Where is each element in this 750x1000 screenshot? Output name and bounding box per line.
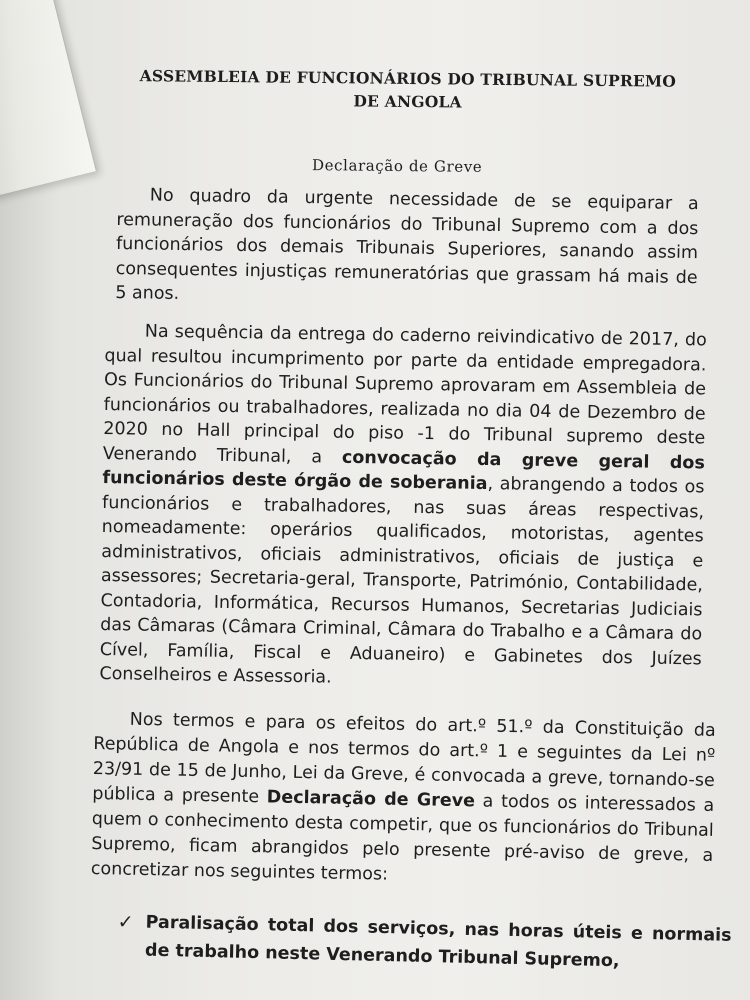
bullet-item-text: Paralisação total dos serviços, nas horas úteis e normais de trabalho neste Venerando Tribunal Supremo, [144,912,732,972]
declaration-heading: Declaração de Greve [311,156,483,176]
paragraph-3-bold-text: Declaração de Greve [266,787,476,812]
paragraph-1 [115,183,699,315]
paragraph-2 [99,319,707,696]
paragraph-2-bold-text: convocação da greve geral dos funcionários deste órgão de soberania [102,447,705,495]
paragraph-3-text-after: a todos os interessados a quem o conhecimento desta competir, que os funcionários do Tribunal Supremo, ficam abrangidos pelo presente pré-aviso de greve, a concretizar nos seguintes termos: [90,791,715,885]
bullet-item [119,908,732,978]
paragraph-2-text-before: Na sequência da entrega do caderno reivindicativo de 2017, do qual resultou incumprimento por parte da entidade empregadora. Os Funcionários do Tribunal Supremo aprovaram em Assembleia de funcionários ou trabalhadores, realizada no dia 04 de Dezembro de 2020 no Hall principal do piso -1 do Tribunal supremo deste Venerando Tribunal, a [102,321,707,468]
title-line-1: ASSEMBLEIA DE FUNCIONÁRIOS DO TRIBUNAL SUPREMO [139,66,677,91]
document-title [128,64,688,116]
paragraph-2-text-after: , abrangendo a todos os funcionários e trabalhadores, nas suas áreas respectivas, nomeadamente: operários qualificados, motoristas, agentes administrativos, oficiais administrativos, oficiais de justiça e assessores; Secretaria-geral, Transporte, Património, Contabilidade, Contadoria, Informática, Recursos Humanos, Secretarias Judiciais das Câmaras (Câmara Criminal, Câmara do Trabalho e a Câmara do Cível, Família, Fiscal e Aduaneiro) e Gabinetes dos Juízes Conselheiros e Assessoria. [99,474,705,688]
paragraph-3 [91,707,716,894]
paragraph-1-text: No quadro da urgente necessidade de se equiparar a remuneração dos funcionários do Tribunal Supremo com a dos funcionários dos demais Tribunais Superiores, sanando assim consequentes injustiças remuneratórias que grassam há mais de 5 anos. [115,185,699,304]
title-line-2: DE ANGOLA [353,91,462,112]
check-icon: ✓ [117,910,134,934]
paragraph-3-text-before: Nos termos e para os efeitos do art.º 51.º da Constituição da República de Angola e nos termos do art.º 1 e seguintes da Lei nº 23/91 de 15 de Junho, Lei da Greve, é convocada a greve, tornando-se pública a presente [92,709,716,808]
